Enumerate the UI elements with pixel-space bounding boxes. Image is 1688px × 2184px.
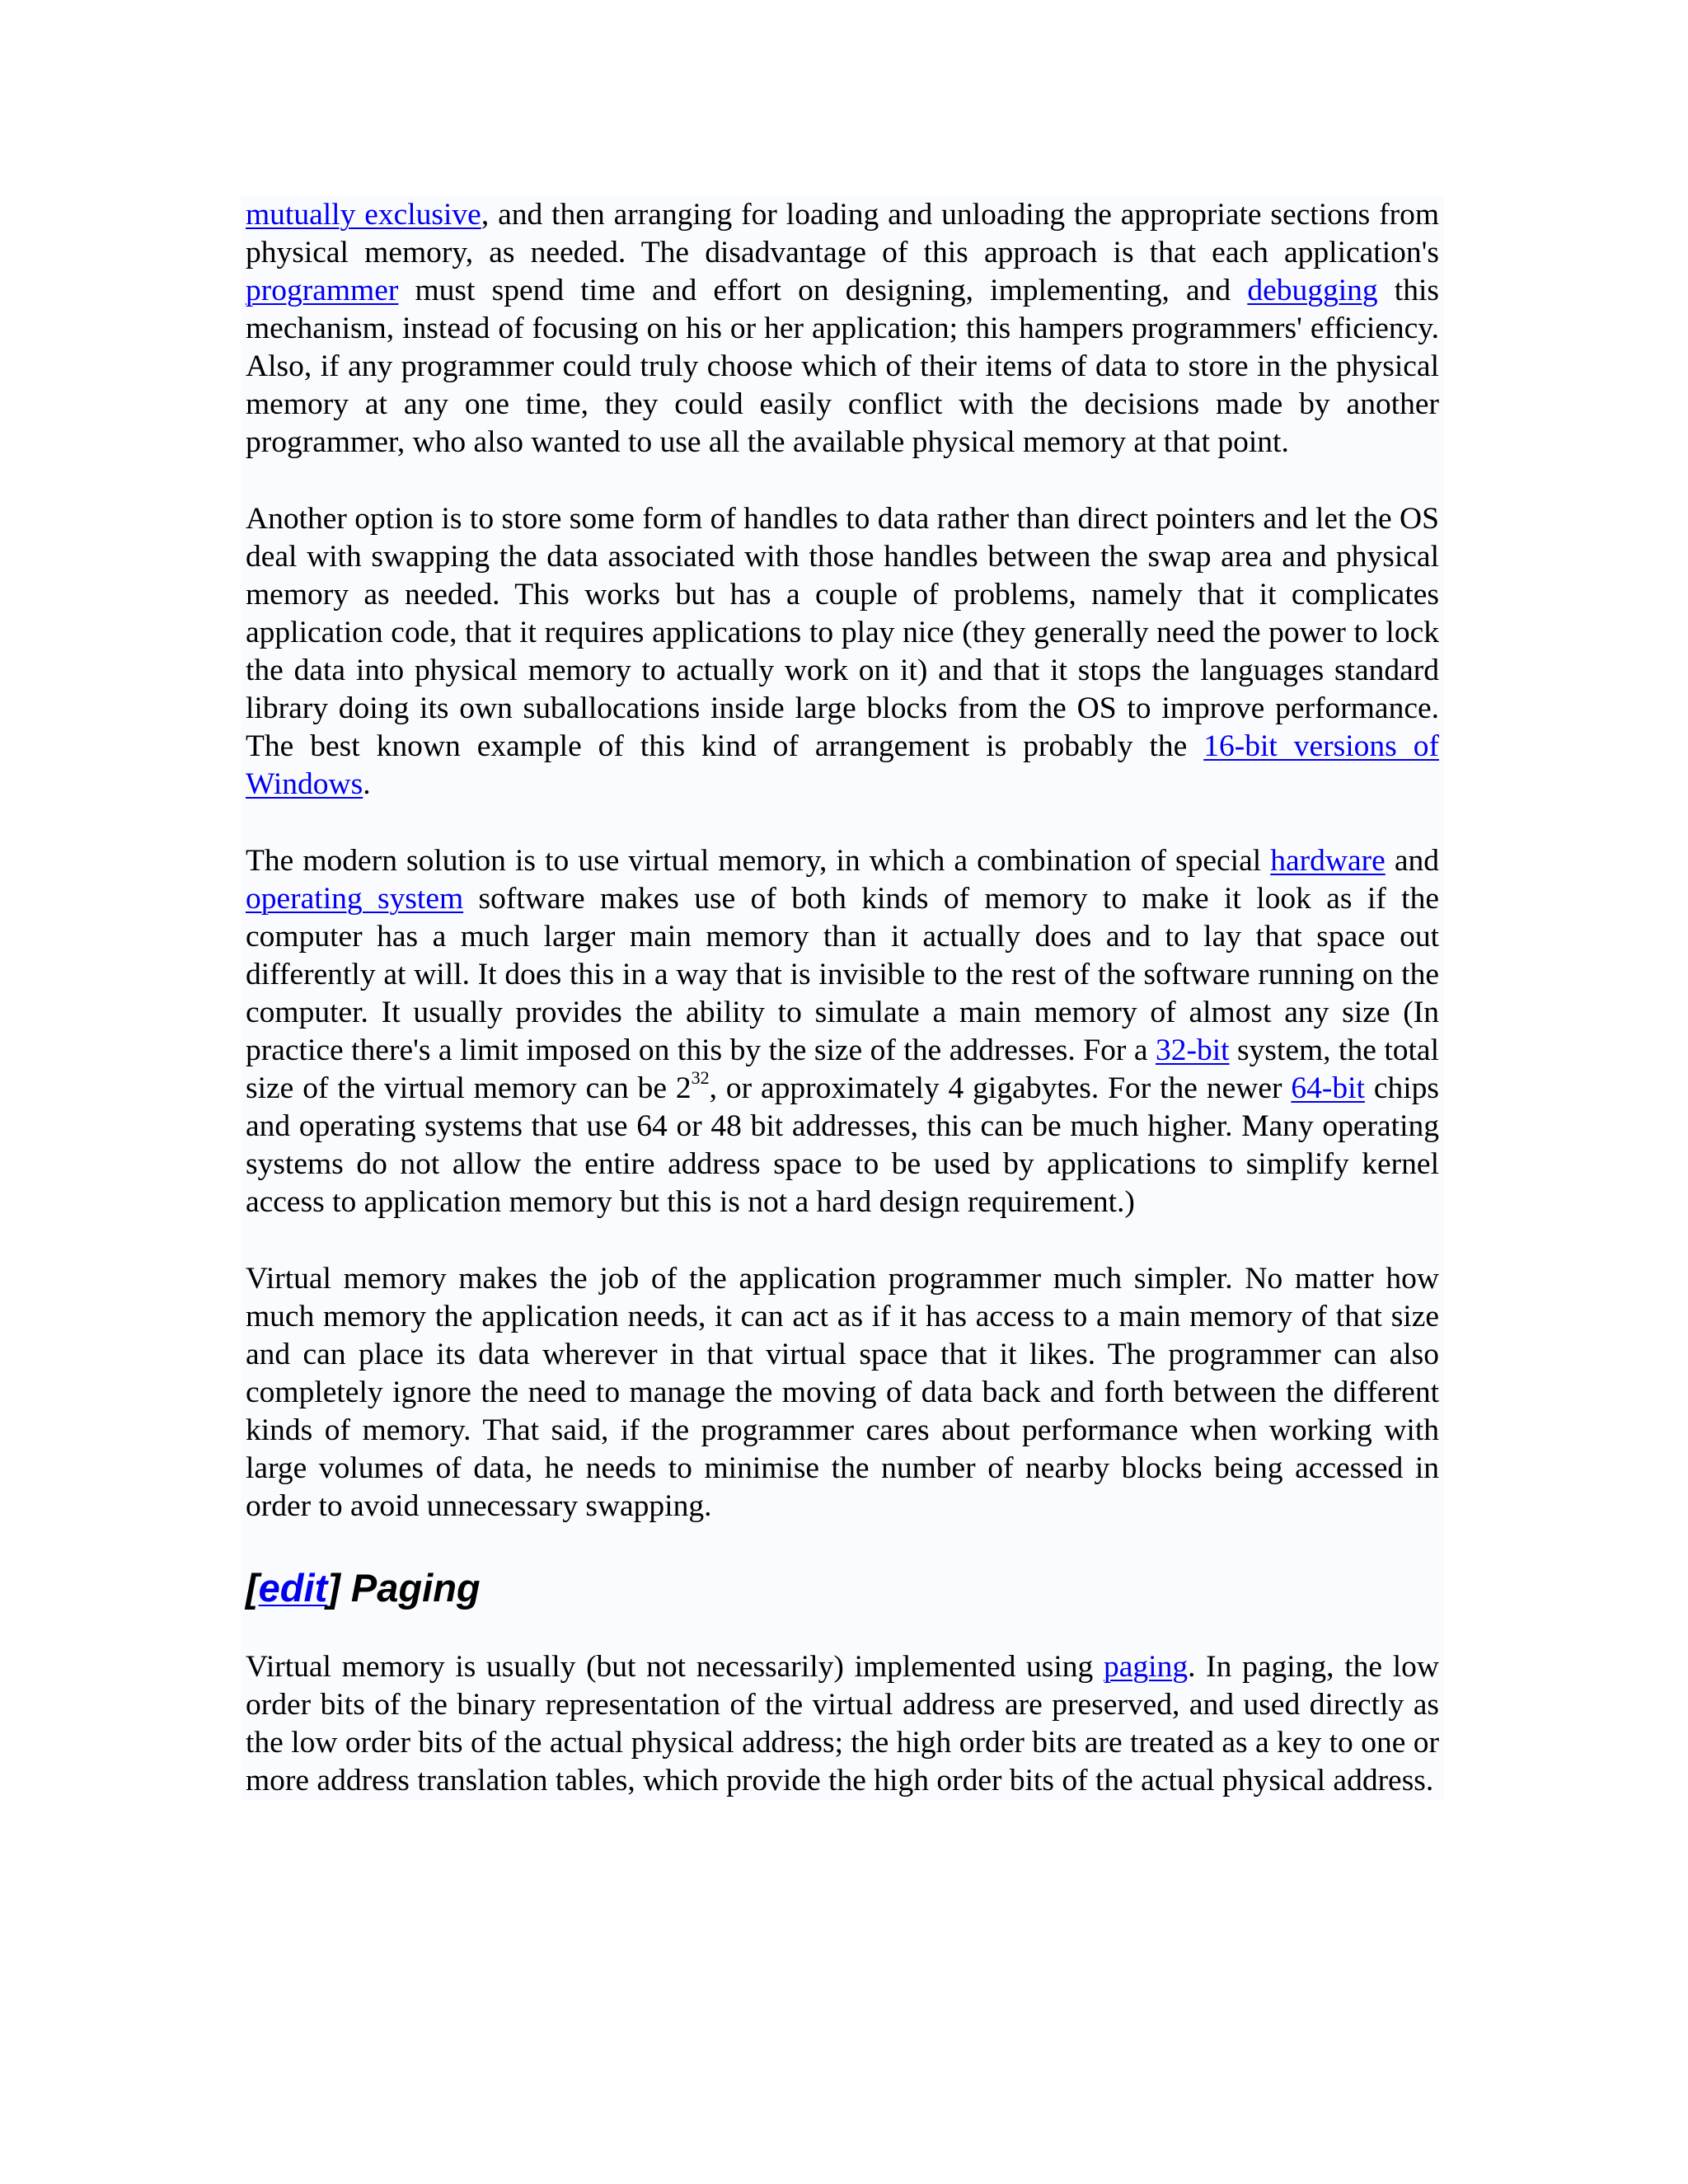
paragraph-text: and <box>1385 844 1439 878</box>
paragraph-text: Virtual memory is usually (but not necessarily) implemented using <box>246 1650 1104 1684</box>
paragraph-modern-solution <box>246 842 1439 1221</box>
paragraph-overlays <box>246 196 1439 462</box>
article-body <box>241 196 1444 1800</box>
paragraph-text: system, the total size of the virtual memory can be 2 <box>246 1033 1439 1105</box>
paragraph-handles <box>246 500 1439 804</box>
link-64-bit[interactable]: 64-bit <box>1291 1071 1365 1105</box>
heading-title: Paging <box>340 1566 481 1610</box>
link-16-bit-windows[interactable]: 16-bit versions of Windows <box>246 729 1439 801</box>
link-32-bit[interactable]: 32-bit <box>1155 1033 1230 1067</box>
link-operating-system[interactable]: operating system <box>246 882 464 916</box>
paragraph-text: Another option is to store some form of handles to data rather than direct pointers and let the OS deal with swapping the data associated with those handles between the swap area and physical memory as needed. This works but has a couple of problems, namely that it complicates application code, that it requires applications to play nice (they generally need the power to lock the data into physical memory to actually work on it) and that it stops the languages standard library doing its own suballocations inside large blocks from the OS to improve performance. The best known example of this kind of arrangement is probably the <box>246 502 1439 763</box>
heading-bracket-close: ] <box>327 1566 340 1610</box>
paragraph-text: chips and operating systems that use 64 or 48 bit addresses, this can be much higher. Many operating systems do not allow the entire address space to be used by applications to simplify kernel access to application memory but this is not a hard design requirement.) <box>246 1071 1439 1219</box>
paragraph-text: . In paging, the low order bits of the binary representation of the virtual address are preserved, and used directly as the low order bits of the actual physical address; the high order bits are treated as a key to one or more address translation tables, which provide the high order bits of the actual physical address. <box>246 1650 1439 1797</box>
heading-bracket-open: [ <box>246 1566 259 1610</box>
link-hardware[interactable]: hardware <box>1270 844 1386 878</box>
paragraph-paging <box>246 1648 1439 1800</box>
paragraph-text: , and then arranging for loading and unloading the appropriate sections from physical memory, as needed. The disadvantage of this approach is that each application's <box>246 198 1439 269</box>
paragraph-text: this mechanism, instead of focusing on his or her application; this hampers programmers' efficiency. Also, if any programmer could truly choose which of their items of data to store in the physical memory at any one time, they could easily conflict with the decisions made by another programmer, who also wanted to use all the available physical memory at that point. <box>246 274 1439 459</box>
link-debugging[interactable]: debugging <box>1247 274 1378 307</box>
paragraph-text: Virtual memory makes the job of the application programmer much simpler. No matter how much memory the application needs, it can act as if it has access to a main memory of that size and can place its data wherever in that virtual space that it likes. The programmer can also completely ignore the need to manage the moving of data back and forth between the different kinds of memory. That said, if the programmer cares about performance when working with large volumes of data, he needs to minimise the number of nearby blocks being accessed in order to avoid unnecessary swapping. <box>246 1262 1439 1523</box>
link-paging[interactable]: paging <box>1104 1650 1189 1684</box>
link-mutually-exclusive[interactable]: mutually exclusive <box>246 198 481 232</box>
paragraph-text: The modern solution is to use virtual memory, in which a combination of special <box>246 844 1271 878</box>
link-programmer[interactable]: programmer <box>246 274 399 307</box>
paragraph-text: must spend time and effort on designing, implementing, and <box>398 274 1248 307</box>
paragraph-text: . <box>363 767 371 801</box>
paragraph-programmer-benefit <box>246 1260 1439 1526</box>
paragraph-text: , or approximately 4 gigabytes. For the newer <box>709 1071 1292 1105</box>
section-heading-paging <box>246 1564 1439 1612</box>
paragraph-text: software makes use of both kinds of memory to make it look as if the computer has a much larger main memory than it actually does and to lay that space out differently at will. It does this in a way that is invisible to the rest of the software running on the computer. It usually provides the ability to simulate a main memory of almost any size (In practice there's a limit imposed on this by the size of the addresses. For a <box>246 882 1439 1067</box>
exponent-superscript: 32 <box>691 1066 710 1088</box>
edit-section-link[interactable]: edit <box>258 1566 328 1610</box>
